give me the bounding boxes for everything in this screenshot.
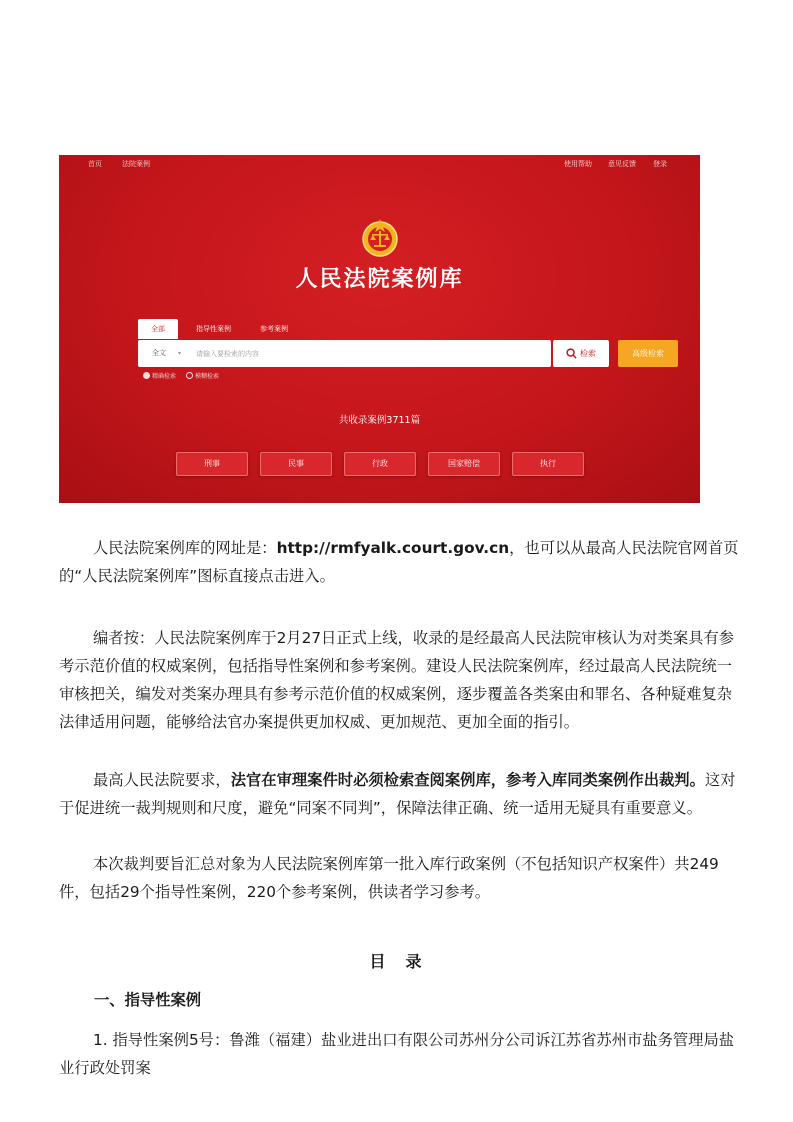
- case-count: 共收录案例3711篇: [338, 415, 421, 426]
- search-button-label: 检索: [580, 349, 596, 358]
- requirement-intro: 最高人民法院要求，: [93, 771, 231, 789]
- advanced-search-button[interactable]: 高级检索: [618, 340, 678, 367]
- tab-guiding-cases[interactable]: 指导性案例: [196, 325, 231, 333]
- nav-login-link[interactable]: 登录: [653, 160, 667, 168]
- radio-checked-icon: [143, 372, 150, 379]
- summary-paragraph: 本次裁判要旨汇总对象为人民法院案例库第一批入库行政案例（不包括知识产权案件）共249件，包括29个指导性案例，220个参考案例，供读者学习参考。: [59, 855, 719, 901]
- toc-item[interactable]: 1. 指导性案例5号：鲁潍（福建）盐业进出口有限公司苏州分公司诉江苏省苏州市盐务管理局盐业行政处罚案: [59, 1031, 735, 1077]
- toc-title: 目 录: [369, 952, 424, 971]
- scope-select[interactable]: 全文: [152, 349, 166, 357]
- mode-exact-label: 精确检索: [152, 373, 177, 380]
- site-title: 人民法院案例库: [295, 266, 464, 292]
- requirement-paragraph: [59, 766, 743, 822]
- search-bar: [138, 340, 551, 367]
- mode-exact[interactable]: [143, 371, 176, 380]
- url-outro: ，也可以从最高人民法院官网首页的“人民法院案例库”图标直接点击进入。: [59, 539, 739, 585]
- site-url-link[interactable]: http://rmfyalk.court.gov.cn: [276, 539, 510, 557]
- search-icon: [566, 348, 577, 359]
- url-intro: 人民法院案例库的网址是：: [93, 539, 277, 557]
- category-criminal-button[interactable]: 刑事: [176, 452, 248, 476]
- search-input[interactable]: [196, 344, 541, 363]
- category-enforcement-button[interactable]: 执行: [512, 452, 584, 476]
- case-library-screenshot: [59, 155, 700, 503]
- nav-cases-link[interactable]: 法院案例: [122, 160, 150, 168]
- category-civil-button[interactable]: 民事: [260, 452, 332, 476]
- nav-help-link[interactable]: 使用帮助: [564, 160, 592, 168]
- radio-unchecked-icon: [186, 372, 193, 379]
- search-button[interactable]: [553, 340, 609, 367]
- mode-fuzzy-label: 模糊检索: [194, 373, 219, 380]
- chevron-down-icon: ▾: [178, 350, 182, 357]
- category-administrative-button[interactable]: 行政: [344, 452, 416, 476]
- nav-home-link[interactable]: 首页: [88, 160, 102, 168]
- tab-reference-cases[interactable]: 参考案例: [260, 325, 288, 333]
- category-state-compensation-button[interactable]: 国家赔偿: [428, 452, 500, 476]
- editor-note-paragraph: 编者按：人民法院案例库于2月27日正式上线，收录的是经最高人民法院审核认为对类案具有参考示范价值的权威案例，包括指导性案例和参考案例。建设人民法院案例库，经过最高人民法院统一审核把关，编发对类案办理具有参考示范价值的权威案例，逐步覆盖各类案由和罪名、各种疑难复杂法律适用问题，能够给法官办案提供更加权威、更加规范、更加全面的指引。: [59, 629, 735, 731]
- requirement-outro: 这对于促进统一裁判规则和尺度，避免“同案不同判”，保障法律正确、统一适用无疑具有重要意义。: [59, 771, 736, 817]
- mode-fuzzy[interactable]: [186, 371, 219, 380]
- top-nav: [59, 155, 700, 173]
- search-modes: [143, 371, 227, 380]
- url-paragraph: [59, 534, 743, 590]
- nav-feedback-link[interactable]: 意见反馈: [608, 160, 636, 168]
- section-heading: 一、指导性案例: [94, 991, 202, 1009]
- court-emblem-icon: [358, 215, 402, 259]
- requirement-emphasis: 法官在审理案件时必须检索查阅案例库，参考入库同类案例作出裁判。: [230, 771, 705, 789]
- tab-all[interactable]: 全部: [138, 319, 178, 339]
